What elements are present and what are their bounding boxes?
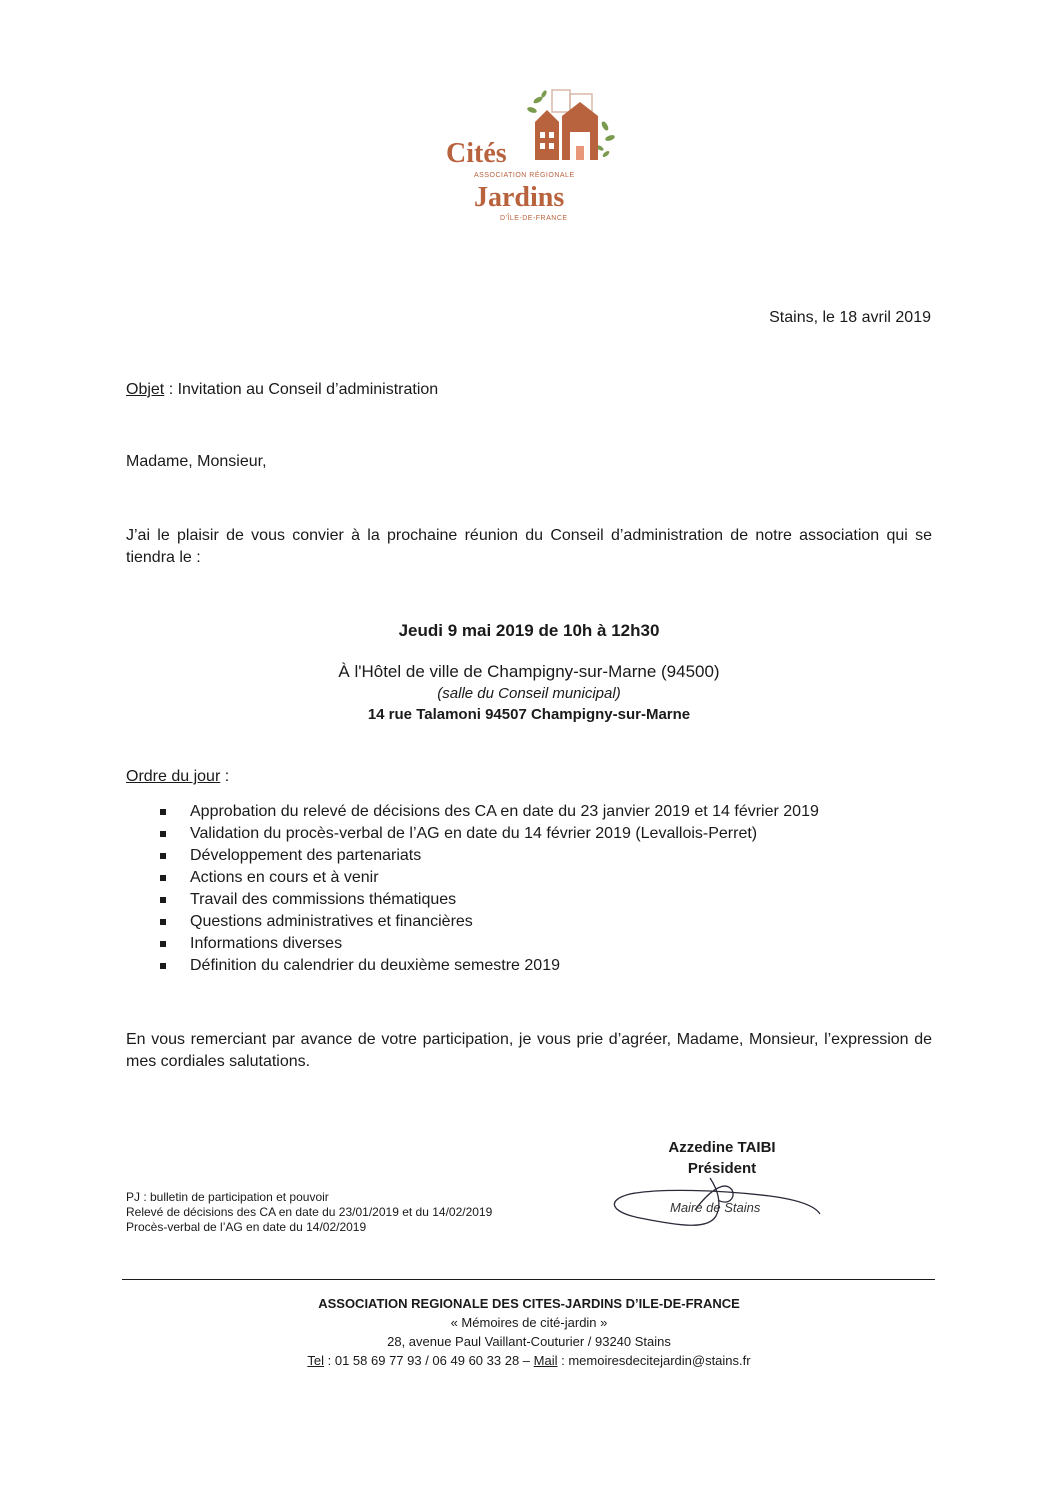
subject-label: Objet	[126, 381, 165, 398]
logo-word-jardins: Jardins	[474, 182, 565, 213]
agenda-item-text: Validation du procès-verbal de l’AG en date du 14 février 2019 (Levallois-Perret)	[190, 825, 758, 842]
agenda-item	[152, 955, 932, 977]
footer-tel: : 01 58 69 77 93 / 06 49 60 33 28 –	[324, 1353, 534, 1368]
logo-word-cites: Cités	[446, 138, 507, 169]
square-bullet-icon	[160, 941, 166, 947]
letter-date: Stains, le 18 avril 2019	[769, 309, 931, 326]
agenda-item-text: Actions en cours et à venir	[190, 869, 379, 886]
logo-line-1: ASSOCIATION RÉGIONALE	[474, 172, 575, 179]
square-bullet-icon	[160, 963, 166, 969]
square-bullet-icon	[160, 831, 166, 837]
footer-mail: : memoiresdecitejardin@stains.fr	[557, 1353, 751, 1368]
footer	[0, 1294, 1058, 1370]
intro-paragraph: J’ai le plaisir de vous convier à la prochaine réunion du Conseil d’administration de notre association qui se tiendra le :	[126, 527, 932, 566]
houses-icon	[535, 90, 598, 160]
agenda-item-text: Développement des partenariats	[190, 847, 422, 864]
subject-line	[126, 381, 438, 399]
signer-role: Président	[687, 1160, 757, 1177]
square-bullet-icon	[160, 809, 166, 815]
signature-stamp-text: Maire de Stains	[670, 1200, 761, 1215]
agenda-item	[152, 911, 932, 933]
cites-jardins-logo	[440, 86, 625, 228]
signature-stamp	[600, 1170, 825, 1230]
attachment-line: Relevé de décisions des CA en date du 23/01/2019 et du 14/02/2019	[126, 1205, 493, 1219]
salutation: Madame, Monsieur,	[126, 453, 267, 470]
square-bullet-icon	[160, 897, 166, 903]
footer-address: 28, avenue Paul Vaillant-Couturier / 93240 Stains	[387, 1334, 671, 1349]
meeting-venue: À l'Hôtel de ville de Champigny-sur-Marne (94500)	[338, 662, 720, 681]
agenda-label: Ordre du jour	[126, 768, 221, 785]
agenda-suffix: :	[220, 768, 230, 785]
footer-org-name: ASSOCIATION REGIONALE DES CITES-JARDINS D’ILE-DE-FRANCE	[318, 1296, 740, 1311]
footer-tagline: « Mémoires de cité-jardin »	[450, 1315, 608, 1330]
agenda-item-text: Questions administratives et financières	[190, 913, 473, 930]
agenda-item-text: Approbation du relevé de décisions des CA en date du 23 janvier 2019 et 14 février 2019	[190, 803, 819, 820]
agenda-item	[152, 933, 932, 955]
closing-paragraph: En vous remerciant par avance de votre participation, je vous prie d’agréer, Madame, Monsieur, l’expression de mes cordiales salutations.	[126, 1031, 932, 1070]
logo-line-2: D'ÎLE-DE-FRANCE	[500, 215, 568, 222]
attachment-line: PJ : bulletin de participation et pouvoir	[126, 1190, 329, 1204]
agenda-item-text: Travail des commissions thématiques	[190, 891, 457, 908]
agenda-heading	[126, 768, 229, 786]
attachments-list	[126, 1190, 496, 1235]
agenda-item	[152, 845, 932, 867]
square-bullet-icon	[160, 875, 166, 881]
meeting-address: 14 rue Talamoni 94507 Champigny-sur-Marne	[367, 706, 691, 723]
meeting-room: (salle du Conseil municipal)	[437, 685, 621, 702]
signer-name: Azzedine TAIBI	[668, 1139, 776, 1156]
subject-text: : Invitation au Conseil d’administration	[164, 381, 439, 398]
footer-tel-label: Tel	[307, 1353, 325, 1368]
square-bullet-icon	[160, 853, 166, 859]
agenda-item	[152, 867, 932, 889]
agenda-item	[152, 823, 932, 845]
agenda-item-text: Définition du calendrier du deuxième semestre 2019	[190, 957, 560, 974]
agenda-item-text: Informations diverses	[190, 935, 343, 952]
attachment-line: Procès-verbal de l’AG en date du 14/02/2019	[126, 1220, 367, 1234]
agenda-item	[152, 889, 932, 911]
agenda-list	[152, 801, 932, 977]
square-bullet-icon	[160, 919, 166, 925]
meeting-date: Jeudi 9 mai 2019 de 10h à 12h30	[398, 621, 660, 640]
footer-mail-label: Mail	[533, 1353, 558, 1368]
footer-divider	[122, 1279, 935, 1280]
agenda-item	[152, 801, 932, 823]
footer-contact	[0, 1351, 1058, 1370]
